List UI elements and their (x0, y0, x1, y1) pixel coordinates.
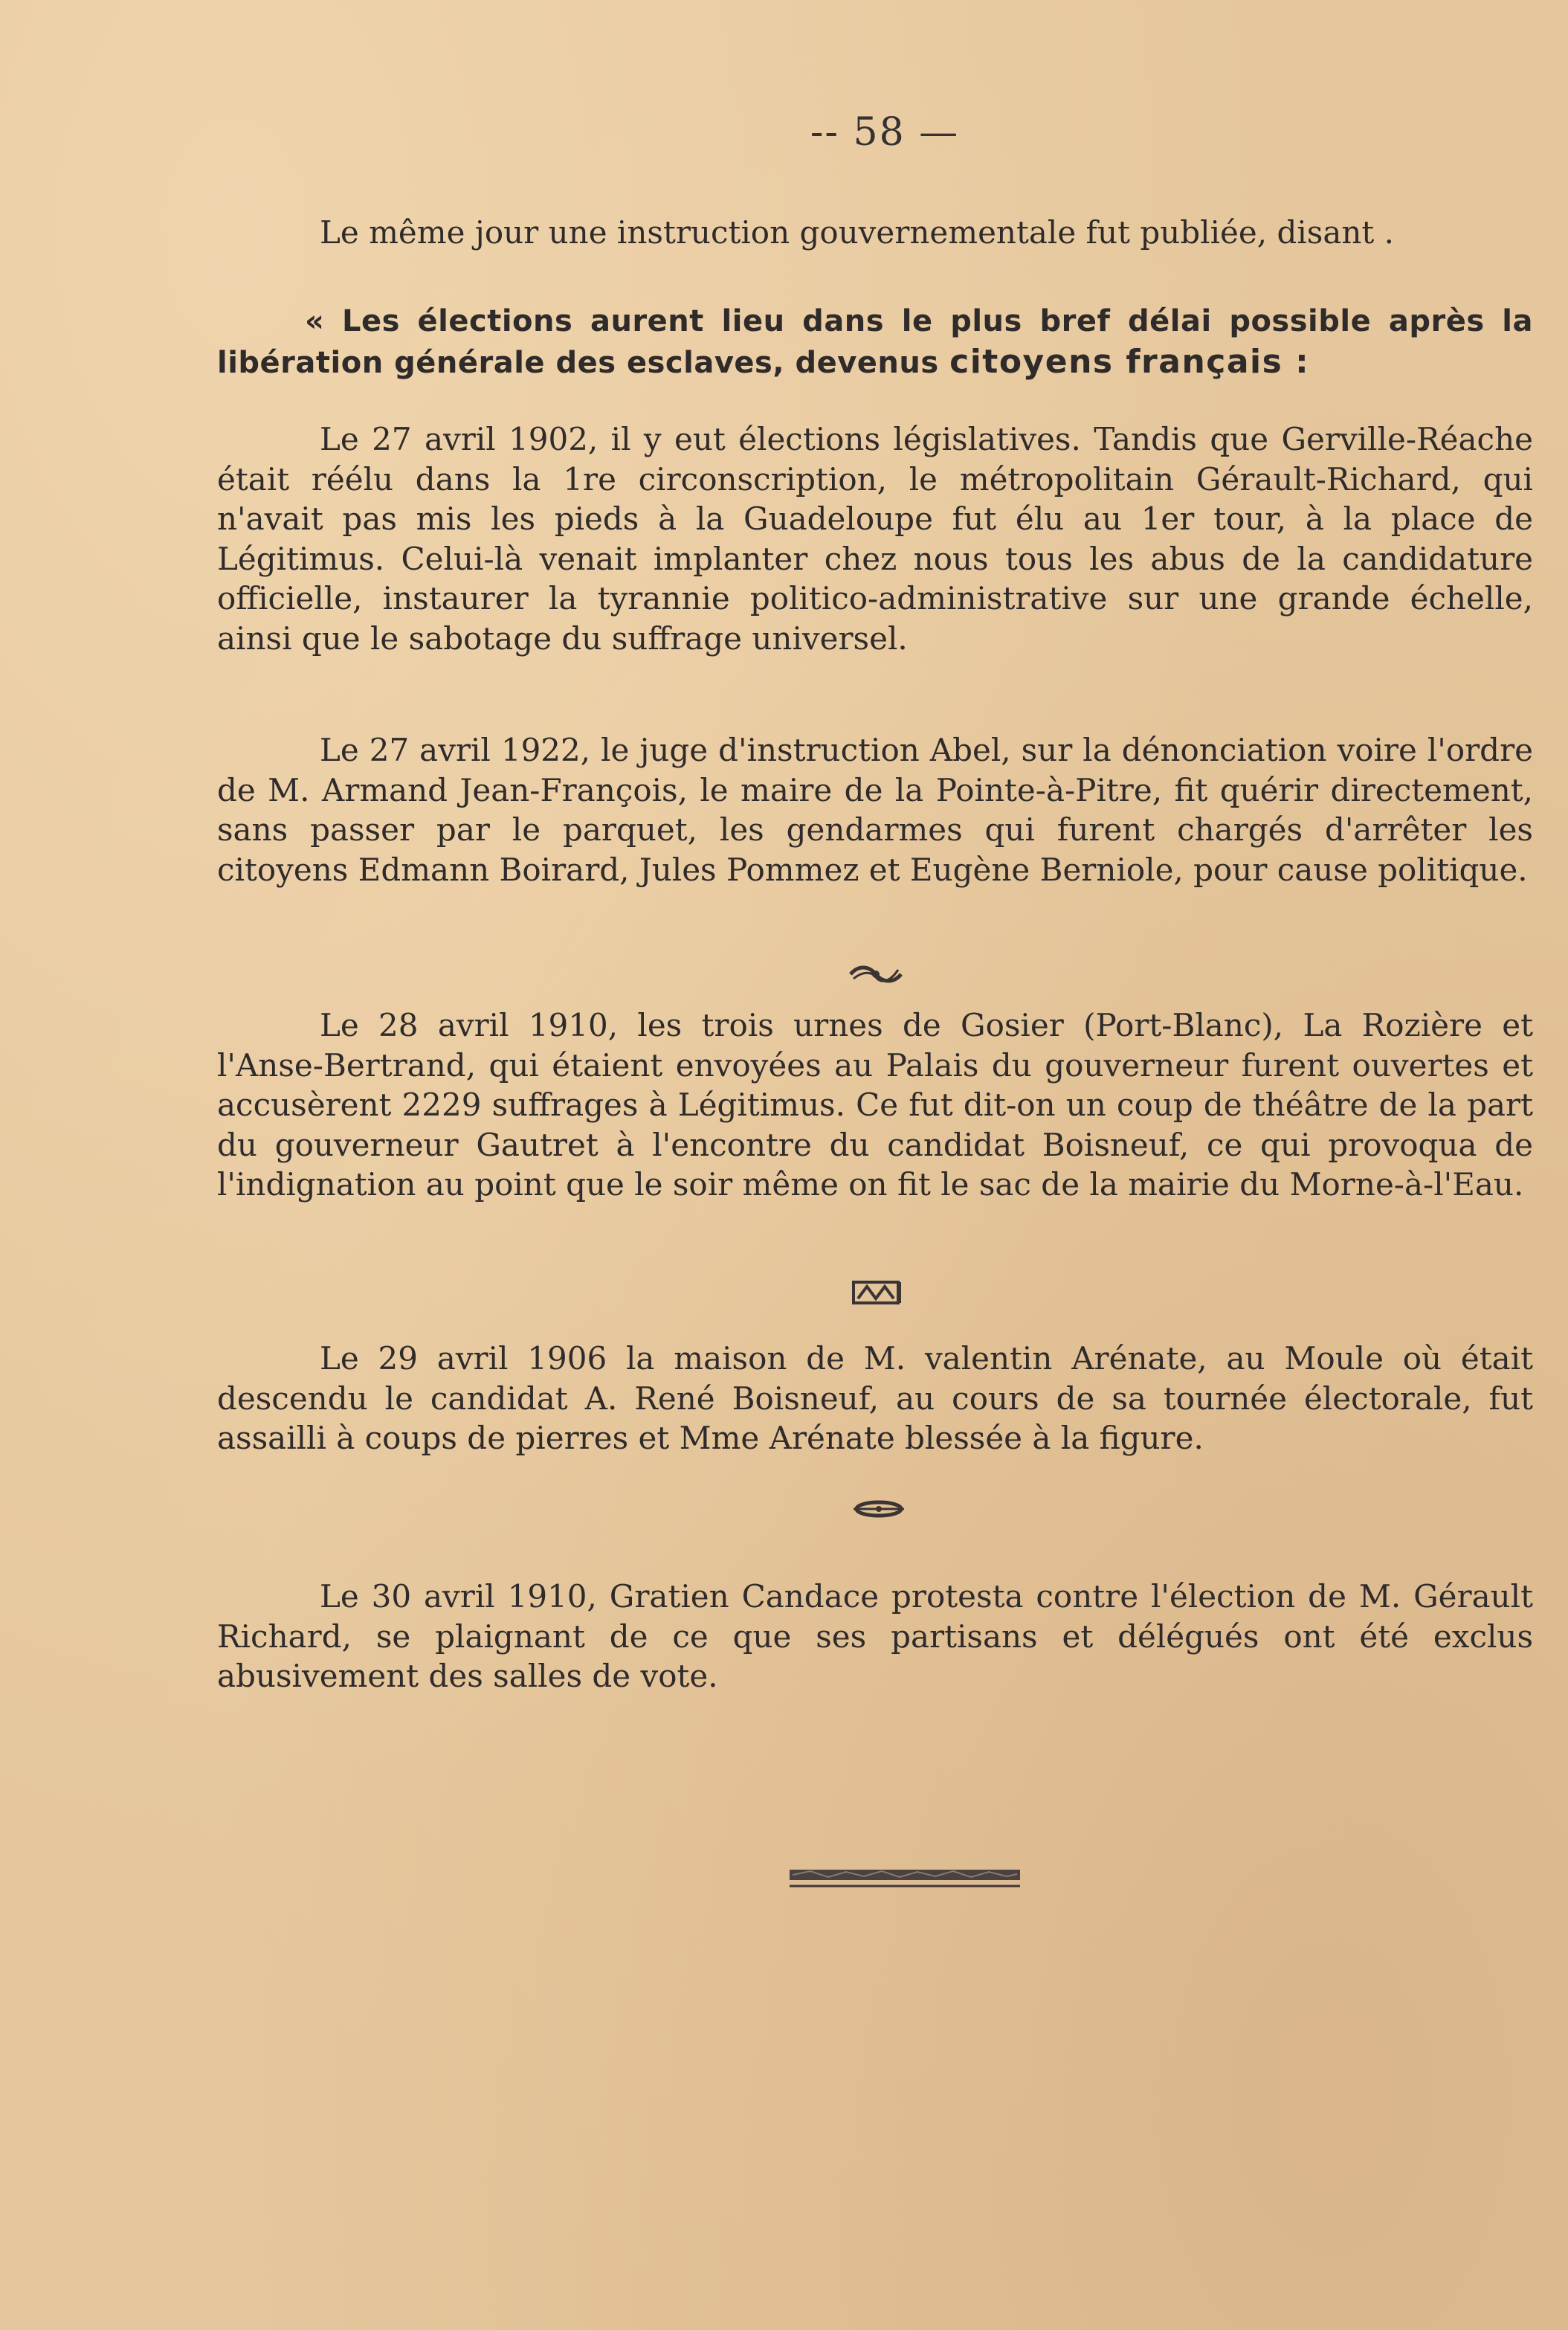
quote-paragraph (217, 302, 1533, 383)
fleuron-icon (851, 1278, 903, 1307)
closing-rule (788, 1868, 1022, 1892)
paragraph-5-text: Le 28 avril 1910, les trois urnes de Gosier (Port-Blanc), La Rozière et l'Anse-Bertrand, qui étaient envoyées au Palais du gouverneur furent ouvertes et accusèrent 2229 suffrages à Légitimus. Ce fut dit-on un coup de théâtre de la part du gouverneur Gautret à l'encontre du candidat Boisneuf, ce qui provoqua de l'indignation au point que le soir même on fit le sac de la mairie du Morne-à-l'Eau. (217, 1007, 1533, 1203)
paragraph-4 (217, 730, 1533, 889)
paragraph-6-text: Le 29 avril 1906 la maison de M. valentin Arénate, au Moule où était descendu le candidat A. René Boisneuf, au cours de sa tournée électorale, fut assailli à coups de pierres et Mme Arénate blessée à la figure. (217, 1340, 1533, 1456)
paragraph-7-text: Le 30 avril 1910, Gratien Candace protesta contre l'élection de M. Gérault Richard, se plaignant de ce que ses partisans et délégués ont été exclus abusivement des salles de vote. (217, 1578, 1533, 1694)
paragraph-3-text: Le 27 avril 1902, il y eut élections législatives. Tandis que Gerville-Réache était réélu dans la 1re circonscription, le métropolitain Gérault-Richard, qui n'avait pas mis les pieds à la Guadeloupe fut élu au 1er tour, à la place de Légitimus. Celui-là venait implanter chez nous tous les abus de la candidature officielle, instaurer la tyrannie politico-administrative sur une grande échelle, ainsi que le sabotage du suffrage universel. (217, 421, 1533, 657)
paragraph-3 (217, 419, 1533, 658)
page-number: -- 58 — (810, 110, 960, 155)
paragraph-1 (217, 213, 1533, 253)
paragraph-7 (217, 1577, 1533, 1696)
paragraph-2-quote (217, 302, 1533, 383)
fleuron-icon (851, 1498, 907, 1520)
paragraph-5 (217, 1005, 1533, 1205)
paragraph-4-text: Le 27 avril 1922, le juge d'instruction Abel, sur la dénonciation voire l'ordre de M. Armand Jean-François, le maire de la Pointe-à-Pitre, fit quérir directement, sans passer par le parquet, les gendarmes qui furent chargés d'arrêter les citoyens Edmann Boirard, Jules Pommez et Eugène Berniole, pour cause politique. (217, 732, 1533, 888)
quote-text: « Les élections aurent lieu dans le plus bref délai possible après la libération générale des esclaves, devenus (217, 304, 1533, 380)
quote-emphasis: citoyens français : (949, 342, 1310, 381)
paragraph-6 (217, 1339, 1533, 1458)
fleuron-icon (846, 961, 906, 988)
paragraph-1-text: Le même jour une instruction gouvernementale fut publiée, disant . (320, 214, 1395, 251)
